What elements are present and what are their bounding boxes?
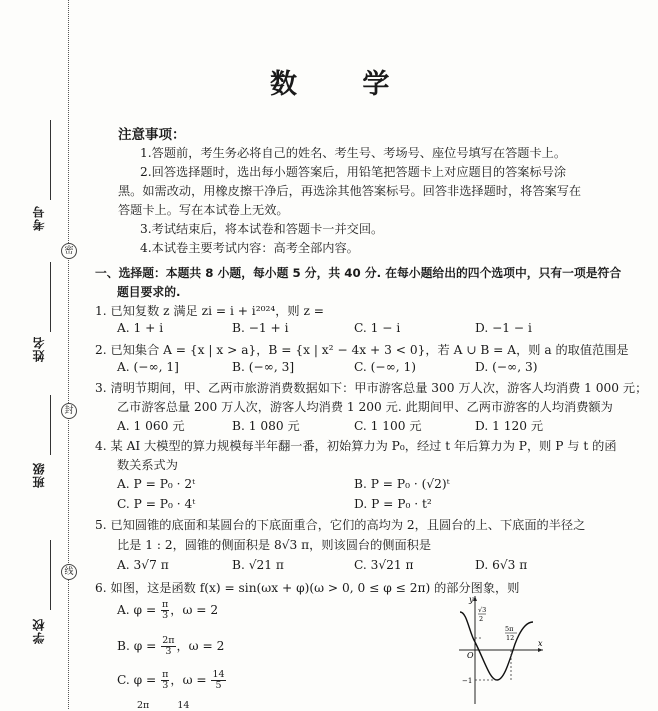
section1-line2: 题目要求的.: [117, 285, 181, 299]
q2-option-c: C. (−∞, 1): [354, 360, 417, 374]
q3-option-a: A. 1 060 元: [117, 419, 185, 433]
q1-option-c: C. 1 − i: [354, 321, 401, 335]
q6-b-fraction: [161, 636, 175, 657]
seal-mi: 密: [61, 243, 77, 259]
q3-option-d: D. 1 120 元: [475, 419, 544, 433]
q6-a-fraction: [161, 600, 169, 621]
q6-c-fraction2: [211, 670, 225, 691]
q3-line1: 3. 清明节期间，甲、乙两市旅游消费数据如下：甲市游客总量 300 万人次，游客人均消费 1 000 元；: [95, 381, 648, 395]
q6-c-fraction: [161, 670, 169, 691]
q6-b-num: 2π: [162, 635, 175, 646]
q2-option-a: A. (−∞, 1]: [117, 360, 179, 374]
q2-stem: 2. 已知集合 A = {x | x > a}，B = {x | x² − 4x + 3 < 0}，若 A ∪ B = A，则 a 的取值范围是: [95, 343, 629, 357]
q4-line2: 数关系式为: [117, 458, 178, 472]
notice-line-5: 3.考试结束后，将本试卷和答题卡一并交回。: [140, 222, 384, 236]
q5-line1: 5. 已知圆锥的底面和某圆台的下底面重合，它们的高均为 2，且圆台的上、下底面的半径之: [95, 518, 586, 532]
q6-option-d-partial: [137, 700, 189, 711]
graph-x-tick-num: 5π: [505, 625, 514, 633]
notice-heading: 注意事项：: [118, 127, 186, 143]
graph-min-label: −1: [462, 677, 473, 685]
q6-a-tail: ，ω = 2: [170, 603, 219, 617]
q6-b-tail: ，ω = 2: [176, 639, 225, 653]
q5-option-b: B. √21 π: [232, 558, 284, 572]
q4-option-c: C. P = P₀ · 4ᵗ: [117, 497, 196, 511]
q2-option-b: B. (−∞, 3]: [232, 360, 295, 374]
q6-c-den: 3: [162, 680, 169, 691]
q6-option-c: [117, 670, 227, 691]
q4-option-a: A. P = P₀ · 2ᵗ: [117, 477, 196, 491]
q3-option-b: B. 1 080 元: [232, 419, 300, 433]
seal-xian: 线: [61, 564, 77, 580]
label-exam-no: 考号: [32, 205, 46, 231]
school-rule: [50, 540, 51, 610]
q3-line2: 乙市游客总量 200 万人次，游客人均消费 1 200 元. 此期间甲、乙两市游客的人均消费额为: [117, 400, 613, 414]
q5-option-d: D. 6√3 π: [475, 558, 528, 572]
graph-y-arrow: [473, 596, 477, 601]
notice-line-4: 答题卡上。写在本试卷上无效。: [118, 203, 289, 217]
label-class: 班级: [32, 462, 46, 488]
q6-option-a: [117, 600, 218, 621]
section1-line1: 一、选择题：本题共 8 小题，每小题 5 分，共 40 分. 在每小题给出的四个选项中，只有一项是符合: [95, 266, 622, 280]
graph-y-tick-num: √3: [478, 606, 487, 614]
q6-a-label: A. φ =: [117, 603, 157, 617]
q6-function-graph: [455, 592, 545, 709]
q6-a-den: 3: [162, 610, 169, 621]
q6-c-mid: ，ω =: [170, 673, 207, 687]
q6-b-label: B. φ =: [117, 639, 157, 653]
seal-feng: 封: [61, 403, 77, 419]
graph-x-tick-den: 12: [506, 634, 515, 642]
graph-x-label: x: [538, 639, 543, 648]
q1-option-a: A. 1 + i: [117, 321, 164, 335]
notice-line-1: 1.答题前，考生务必将自己的姓名、考生号、考场号、座位号填写在答题卡上。: [140, 146, 567, 160]
q6-d-num: 2π: [137, 700, 150, 711]
seal-dotted-line: [68, 0, 69, 709]
q2-option-d: D. (−∞, 3): [475, 360, 538, 374]
q3-option-c: C. 1 100 元: [354, 419, 422, 433]
q6-option-b: [117, 636, 224, 657]
q6-c-num2: 14: [212, 669, 225, 680]
q5-line2: 比是 1 : 2，圆锥的侧面积是 8√3 π，则该圆台的侧面积是: [117, 538, 432, 552]
label-name: 姓名: [32, 336, 46, 362]
label-school: 学校: [32, 618, 46, 644]
notice-line-6: 4.本试卷主要考试内容：高考全部内容。: [140, 241, 359, 255]
name-rule: [50, 262, 51, 332]
q4-option-b: B. P = P₀ · (√2)ᵗ: [354, 477, 450, 491]
exam-no-rule: [50, 120, 51, 200]
graph-y-tick-den: 2: [479, 615, 484, 623]
graph-sine-curve: [460, 612, 533, 680]
q6-c-label: C. φ =: [117, 673, 157, 687]
graph-origin-label: O: [467, 651, 474, 660]
q1-option-b: B. −1 + i: [232, 321, 289, 335]
q6-a-num: π: [162, 599, 169, 610]
page-title: 数 学: [270, 69, 418, 100]
notice-line-2: 2.回答选择题时，选出每小题答案后，用铅笔把答题卡上对应题目的答案标号涂: [140, 165, 567, 179]
binding-margin: [0, 0, 88, 709]
q1-option-d: D. −1 − i: [475, 321, 532, 335]
q5-option-c: C. 3√21 π: [354, 558, 414, 572]
class-rule: [50, 395, 51, 455]
graph-x-arrow: [538, 648, 543, 652]
q5-option-a: A. 3√7 π: [117, 558, 169, 572]
graph-y-label: y: [469, 595, 474, 604]
q6-d-num2: 14: [177, 700, 190, 711]
notice-line-3: 黑。如需改动，用橡皮擦干净后，再选涂其他答案标号。回答非选择题时，将答案写在: [118, 184, 582, 198]
q6-stem: 6. 如图，这是函数 f(x) = sin(ωx + φ)(ω > 0, 0 ≤ φ ≤ 2π) 的部分图象，则: [95, 581, 520, 595]
q4-line1: 4. 某 AI 大模型的算力规模每半年翻一番，初始算力为 P₀，经过 t 年后算力为 P，则 P 与 t 的函: [95, 439, 617, 453]
q6-b-den: 3: [165, 646, 172, 657]
q1-stem: 1. 已知复数 z 满足 zi = i + i²⁰²⁴，则 z =: [95, 304, 325, 318]
q6-c-num: π: [162, 669, 169, 680]
q4-option-d: D. P = P₀ · t²: [354, 497, 432, 511]
q6-c-den2: 5: [215, 680, 222, 691]
